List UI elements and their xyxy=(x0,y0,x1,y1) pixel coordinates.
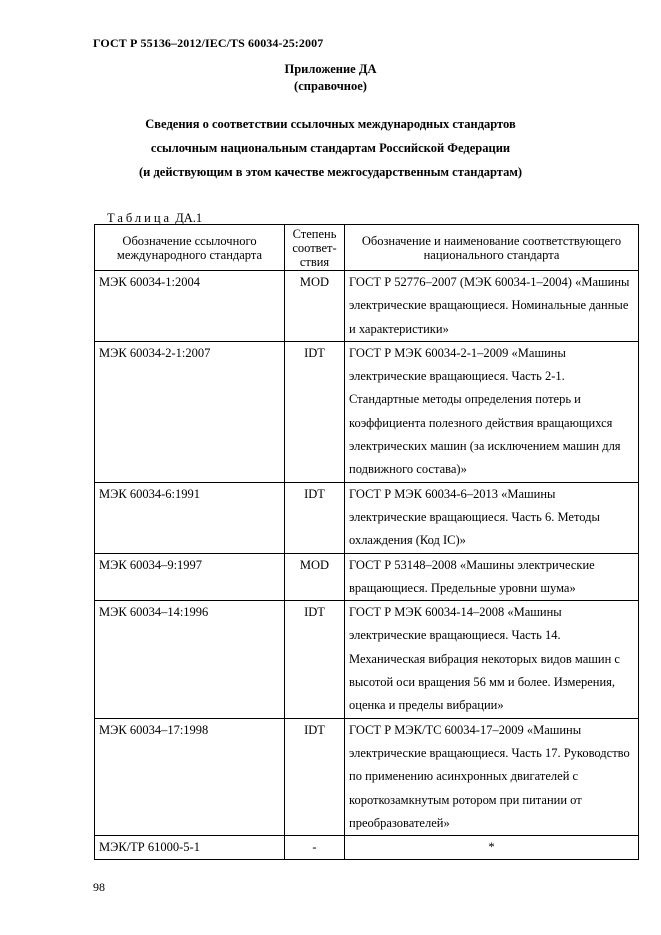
table-row xyxy=(95,271,639,342)
intl-standard-cell: МЭК 60034-2-1:2007 xyxy=(95,341,285,482)
correspondence-table xyxy=(94,224,639,860)
national-standard-cell: ГОСТ Р МЭК 60034-2-1–2009 «Машины электрические вращающиеся. Часть 2-1. Стандартные методы определения потерь и коэффициента полезного действия вращающихся электрических машин (за исключением машин для подвижного состава)» xyxy=(345,341,639,482)
appendix-title: Приложение ДА xyxy=(284,62,377,76)
table-header-row xyxy=(95,225,639,271)
heading-line-1: Сведения о соответствии ссылочных международных стандартов xyxy=(145,117,516,131)
appendix-subtitle: (справочное) xyxy=(294,79,367,93)
degree-cell: - xyxy=(285,836,345,860)
national-standard-cell: ГОСТ Р МЭК 60034-6–2013 «Машины электрические вращающиеся. Часть 6. Методы охлаждения (Код IC)» xyxy=(345,482,639,553)
table-caption-word: Таблица xyxy=(107,211,173,225)
degree-cell: IDT xyxy=(285,601,345,718)
national-standard-cell: * xyxy=(345,836,639,860)
table-row xyxy=(95,601,639,718)
intl-standard-cell: МЭК 60034–14:1996 xyxy=(95,601,285,718)
table-row xyxy=(95,553,639,601)
national-standard-cell: ГОСТ Р 52776–2007 (МЭК 60034-1–2004) «Машины электрические вращающиеся. Номинальные данные и характеристики» xyxy=(345,271,639,342)
table-row xyxy=(95,482,639,553)
national-standard-cell: ГОСТ Р МЭК/ТС 60034-17–2009 «Машины электрические вращающиеся. Часть 17. Руководство по применению асинхронных двигателей с короткозамкнутым ротором при питании от преобразователей» xyxy=(345,718,639,835)
degree-cell: MOD xyxy=(285,271,345,342)
degree-cell: IDT xyxy=(285,718,345,835)
intl-standard-cell: МЭК/ТР 61000-5-1 xyxy=(95,836,285,860)
degree-cell: IDT xyxy=(285,482,345,553)
degree-cell: IDT xyxy=(285,341,345,482)
degree-cell: MOD xyxy=(285,553,345,601)
heading-line-3: (и действующим в этом качестве межгосударственным стандартам) xyxy=(138,165,523,179)
table-row xyxy=(95,341,639,482)
table-row xyxy=(95,836,639,860)
intl-standard-cell: МЭК 60034-6:1991 xyxy=(95,482,285,553)
intl-standard-cell: МЭК 60034-1:2004 xyxy=(95,271,285,342)
table-row xyxy=(95,718,639,835)
header-national-standard: Обозначение и наименование соответствующего национального стандарта xyxy=(345,225,639,271)
national-standard-cell: ГОСТ Р МЭК 60034-14–2008 «Машины электрические вращающиеся. Часть 14. Механическая вибрация некоторых видов машин с высотой оси вращения 56 мм и более. Измерения, оценка и пределы вибрации» xyxy=(345,601,639,718)
header-degree: Степень соответ-ствия xyxy=(285,225,345,271)
national-standard-cell: ГОСТ Р 53148–2008 «Машины электрические вращающиеся. Предельные уровни шума» xyxy=(345,553,639,601)
intl-standard-cell: МЭК 60034–9:1997 xyxy=(95,553,285,601)
document-code: ГОСТ Р 55136–2012/IEC/TS 60034-25:2007 xyxy=(93,36,324,50)
table-caption-number: ДА.1 xyxy=(175,211,203,225)
intl-standard-cell: МЭК 60034–17:1998 xyxy=(95,718,285,835)
page-number: 98 xyxy=(93,880,105,894)
heading-line-2: ссылочным национальным стандартам Российской Федерации xyxy=(150,141,511,155)
header-intl-standard: Обозначение ссылочного международного стандарта xyxy=(95,225,285,271)
